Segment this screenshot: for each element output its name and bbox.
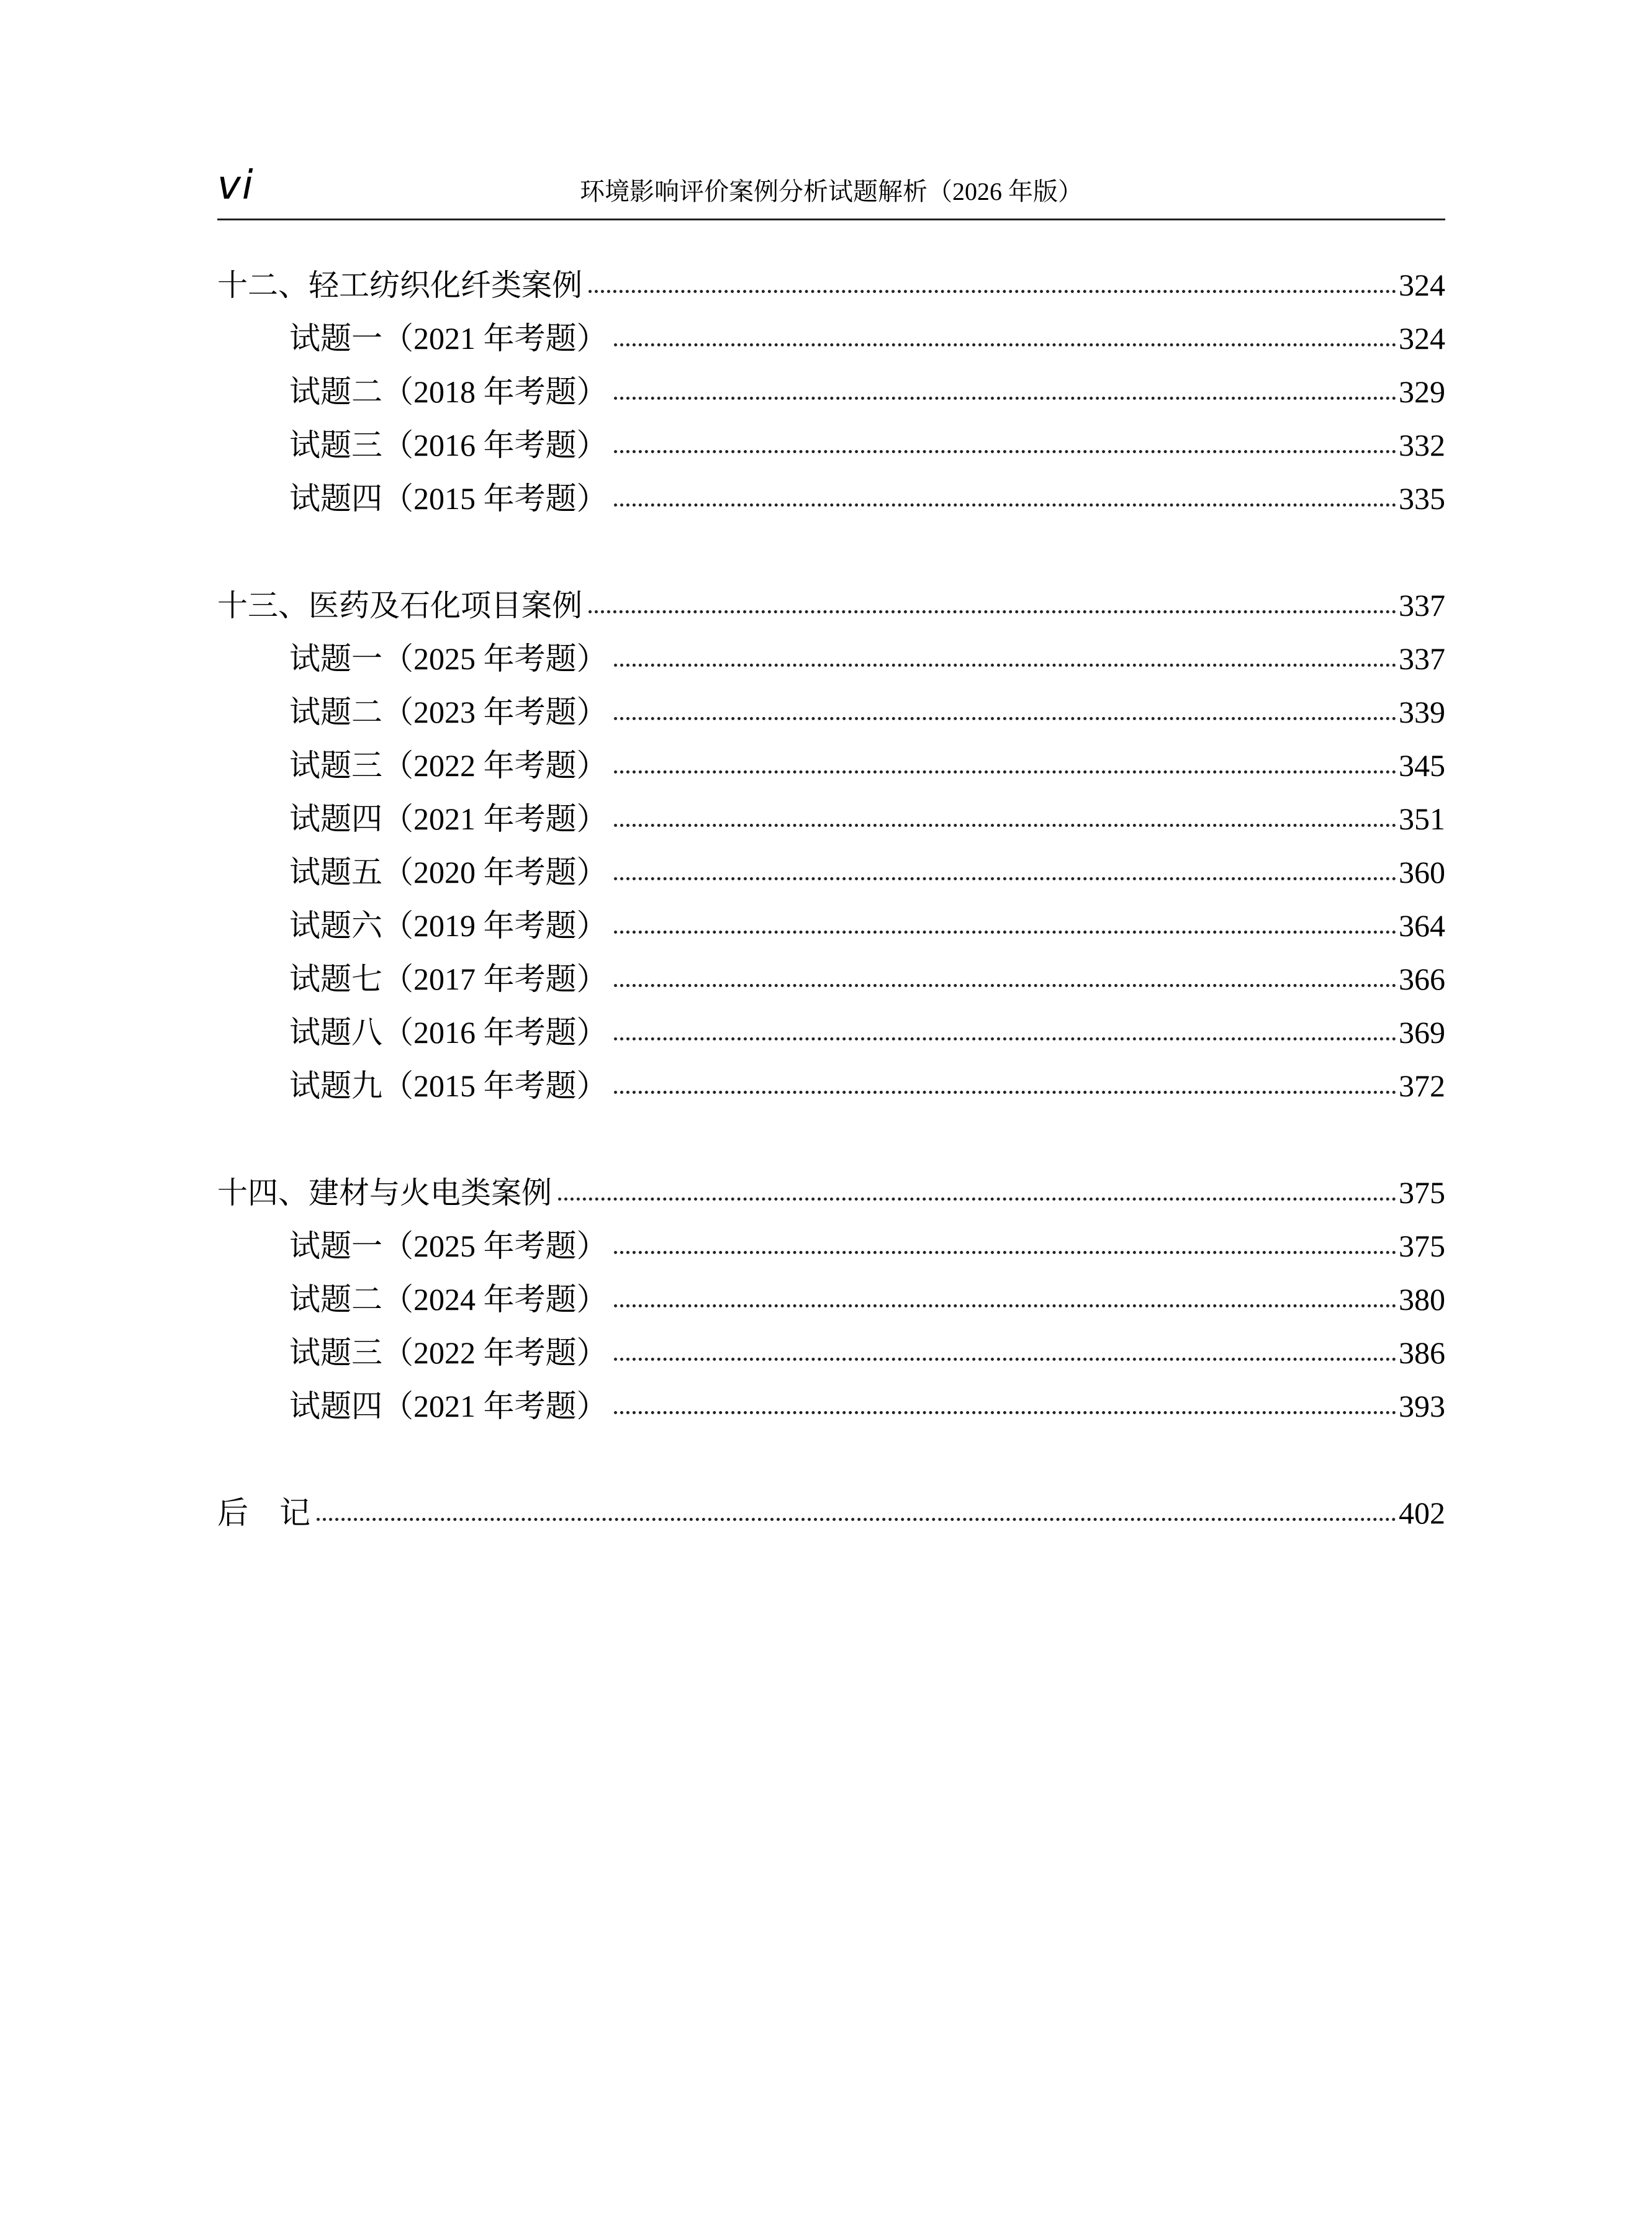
page-reference: 375 [1399,1175,1445,1210]
dot-leader [614,664,1397,667]
dot-leader [614,1091,1397,1094]
toc-chapter-entry[interactable] [217,258,1445,312]
dot-leader [614,1358,1397,1361]
toc-question-entry[interactable] [217,1006,1445,1059]
question-title: 试题四（2015 年考题） [289,481,608,516]
toc-question-entry[interactable] [217,312,1445,365]
toc-question-entry[interactable] [217,365,1445,418]
question-title: 试题一（2021 年考题） [289,321,608,356]
question-title: 试题四（2021 年考题） [289,1389,608,1423]
dot-leader [614,1304,1397,1307]
dot-leader [614,503,1397,507]
page-reference: 375 [1399,1229,1445,1263]
dot-leader [614,343,1397,346]
toc-section-13 [217,579,1445,1112]
page-reference: 329 [1399,374,1445,409]
dot-leader [558,1198,1396,1201]
page-reference: 351 [1399,801,1445,836]
toc-afterword-entry[interactable] [217,1486,1445,1540]
dot-leader [614,450,1397,453]
page-reference: 339 [1399,695,1445,729]
page-reference: 369 [1399,1015,1445,1050]
toc-question-entry[interactable] [217,1326,1445,1379]
toc-question-entry[interactable] [217,1219,1445,1273]
toc-afterword-section [217,1486,1445,1540]
toc-chapter-entry[interactable] [217,579,1445,632]
toc-question-entry[interactable] [217,632,1445,685]
toc-question-entry[interactable] [217,792,1445,846]
afterword-title: 后 记 [217,1495,310,1530]
page-reference: 402 [1399,1495,1445,1530]
question-title: 试题二（2024 年考题） [289,1282,608,1317]
question-title: 试题四（2021 年考题） [289,801,608,836]
toc-question-entry[interactable] [217,846,1445,899]
page-reference: 366 [1399,962,1445,996]
toc-section-14 [217,1166,1445,1433]
toc-question-entry[interactable] [217,1273,1445,1326]
dot-leader [614,1251,1397,1254]
chapter-title: 十二、轻工纺织化纤类案例 [217,268,583,303]
page-reference: 337 [1399,588,1445,623]
dot-leader [614,1037,1397,1040]
page-reference: 360 [1399,855,1445,890]
dot-leader [589,290,1396,293]
dot-leader [614,931,1397,934]
question-title: 试题三（2016 年考题） [289,428,608,462]
question-title: 试题七（2017 年考题） [289,962,608,996]
chapter-title: 十四、建材与火电类案例 [217,1175,553,1211]
dot-leader [614,877,1397,880]
toc-question-entry[interactable] [217,1379,1445,1433]
toc-question-entry[interactable] [217,685,1445,739]
toc-section-12 [217,258,1445,525]
dot-leader [614,1411,1397,1414]
page-reference: 324 [1399,268,1445,302]
page-reference: 335 [1399,481,1445,516]
page-reference: 372 [1399,1068,1445,1103]
question-title: 试题一（2025 年考题） [289,641,608,676]
page-reference: 345 [1399,748,1445,783]
toc-question-entry[interactable] [217,739,1445,792]
toc-chapter-entry[interactable] [217,1166,1445,1219]
question-title: 试题八（2016 年考题） [289,1015,608,1050]
question-title: 试题二（2023 年考题） [289,695,608,729]
toc-question-entry[interactable] [217,472,1445,525]
dot-leader [614,717,1397,720]
page-reference: 393 [1399,1389,1445,1423]
question-title: 试题二（2018 年考题） [289,374,608,409]
question-title: 试题九（2015 年考题） [289,1068,608,1103]
toc-question-entry[interactable] [217,899,1445,952]
dot-leader [614,770,1397,774]
toc-question-entry[interactable] [217,1059,1445,1112]
dot-leader [614,824,1397,827]
question-title: 试题五（2020 年考题） [289,855,608,890]
page-reference: 332 [1399,428,1445,462]
page-reference: 364 [1399,908,1445,943]
running-book-title: 环境影响评价案例分析试题解析（2026 年版） [580,178,1083,205]
table-of-contents [217,258,1445,1593]
page-reference: 324 [1399,321,1445,356]
toc-question-entry[interactable] [217,418,1445,472]
dot-leader [614,984,1397,987]
question-title: 试题六（2019 年考题） [289,908,608,943]
dot-leader [614,397,1397,400]
chapter-title: 十三、医药及石化项目案例 [217,588,583,623]
page-number: vi [217,163,255,209]
page-reference: 386 [1399,1335,1445,1370]
toc-question-entry[interactable] [217,952,1445,1006]
question-title: 试题一（2025 年考题） [289,1229,608,1263]
page-reference: 337 [1399,641,1445,676]
page-reference: 380 [1399,1282,1445,1317]
question-title: 试题三（2022 年考题） [289,748,608,783]
dot-leader [589,610,1396,613]
question-title: 试题三（2022 年考题） [289,1335,608,1370]
page-header [217,163,1445,220]
dot-leader [317,1518,1396,1521]
